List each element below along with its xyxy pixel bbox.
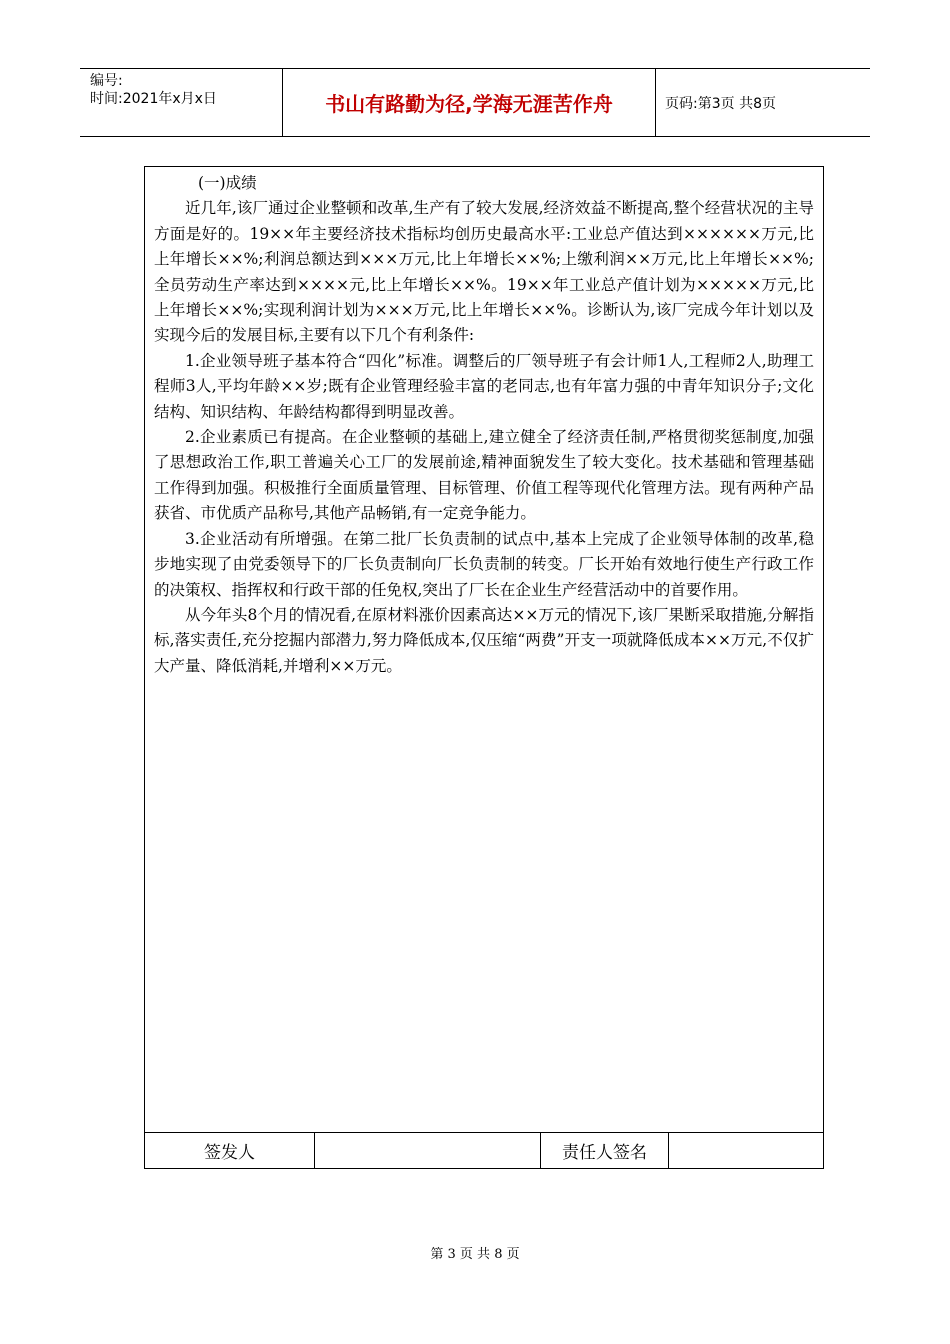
number-label: 编号: bbox=[90, 73, 123, 89]
header-page-info: 页码:第3页 共8页 bbox=[665, 95, 776, 112]
header-meta bbox=[80, 69, 283, 136]
time-label: 时间:2021年x月x日 bbox=[90, 91, 217, 107]
responsible-signature-field[interactable] bbox=[669, 1133, 823, 1168]
issuer-field[interactable] bbox=[315, 1133, 541, 1168]
responsible-label: 责任人签名 bbox=[541, 1133, 669, 1168]
page-footer: 第 3 页 共 8 页 bbox=[430, 1247, 520, 1262]
paragraph-4: 3.企业活动有所增强。在第二批厂长负责制的试点中,基本上完成了企业领导体制的改革,稳步地实现了由党委领导下的厂长负责制向厂长负责制的转变。厂长开始有效地行使生产行政工作的决策权、指挥权和行政干部的任免权,突出了厂长在企业生产经营活动中的首要作用。 bbox=[154, 529, 814, 599]
issuer-label: 签发人 bbox=[145, 1133, 315, 1168]
document-header bbox=[80, 68, 870, 137]
paragraph-5: 从今年头8个月的情况看,在原材料涨价因素高达××万元的情况下,该厂果断采取措施,分解指标,落实责任,充分挖掘内部潜力,努力降低成本,仅压缩“两费”开支一项就降低成本××万元,不仅扩大产量、降低消耗,并增利××万元。 bbox=[154, 605, 814, 675]
section-title: (一)成绩 bbox=[198, 174, 257, 192]
signature-row bbox=[144, 1133, 824, 1169]
paragraph-2: 1.企业领导班子基本符合“四化”标准。调整后的厂领导班子有会计师1人,工程师2人,助理工程师3人,平均年龄××岁;既有企业管理经验丰富的老同志,也有年富力强的中青年知识分子;文化结构、知识结构、年龄结构都得到明显改善。 bbox=[154, 351, 814, 421]
paragraph-3: 2.企业素质已有提高。在企业整顿的基础上,建立健全了经济责任制,严格贯彻奖惩制度,加强了思想政治工作,职工普遍关心工厂的发展前途,精神面貌发生了较大变化。技术基础和管理基础工作得到加强。积极推行全面质量管理、目标管理、价值工程等现代化管理方法。现有两种产品获省、市优质产品称号,其他产品畅销,有一定竞争能力。 bbox=[154, 428, 814, 523]
paragraph-1: 近几年,该厂通过企业整顿和改革,生产有了较大发展,经济效益不断提高,整个经营状况的主导方面是好的。19××年主要经济技术指标均创历史最高水平:工业总产值达到××××××万元,比上年增长××%;利润总额达到×××万元,比上年增长××%;上缴利润××万元,比上年增长××%;全员劳动生产率达到××××元,比上年增长××%。19××年工业总产值计划为×××××万元,比上年增长××%;实现利润计划为×××万元,比上年增长××%。诊断认为,该厂完成今年计划以及实现今后的发展目标,主要有以下几个有利条件: bbox=[154, 199, 814, 345]
document-body bbox=[154, 171, 814, 679]
content-box bbox=[144, 166, 824, 1133]
header-slogan: 书山有路勤为径,学海无涯苦作舟 bbox=[283, 69, 656, 136]
